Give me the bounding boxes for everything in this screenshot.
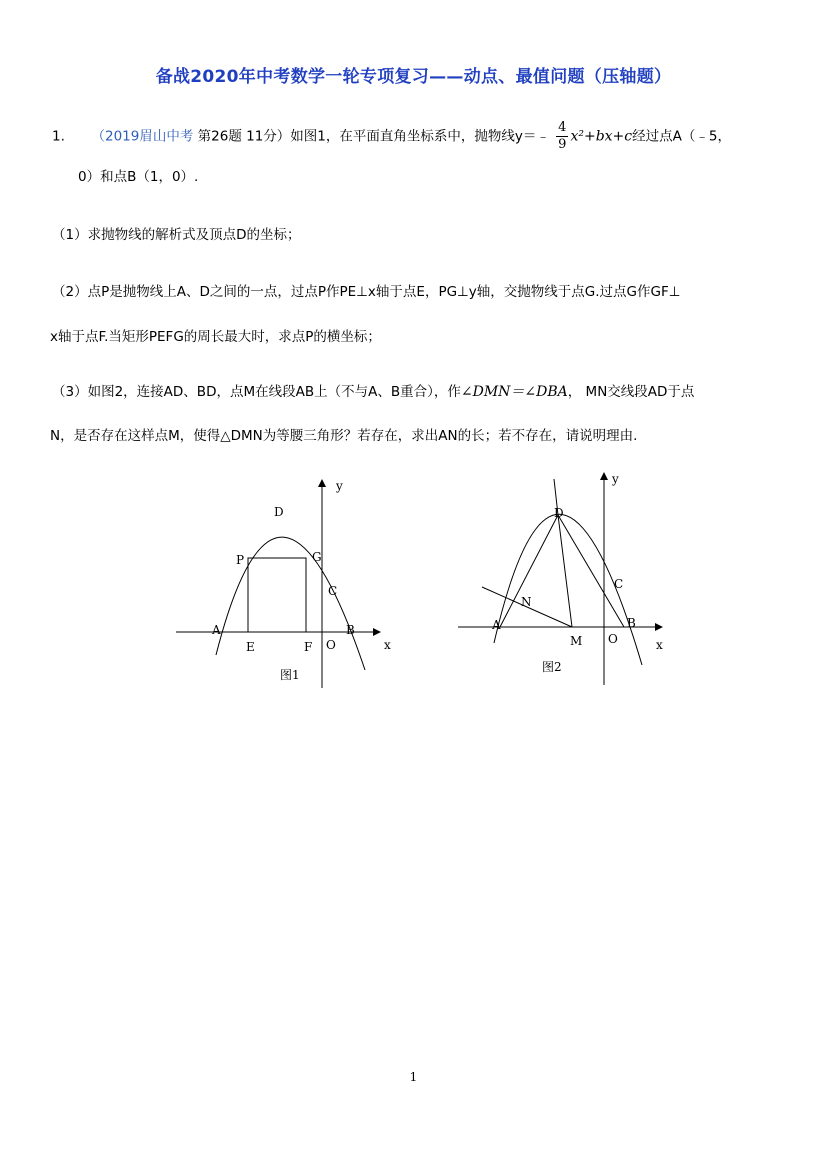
page-title: 备战2020年中考数学一轮专项复习——动点、最值问题（压轴题） xyxy=(155,67,672,87)
question-source: （2019眉山中考 xyxy=(91,128,194,145)
part-3-line-2: N，是否存在这样点M，使得△DMN为等腰三角形？若存在，求出AN的长；若不存在，请说明理由. xyxy=(50,428,638,444)
label-m: M xyxy=(570,634,583,648)
fraction xyxy=(556,120,568,153)
label-x: x xyxy=(656,638,663,652)
label-a: A xyxy=(492,618,501,632)
figure-1 xyxy=(170,470,400,695)
segment-ad xyxy=(500,515,558,627)
label-o: O xyxy=(326,638,336,652)
label-n: N xyxy=(521,595,532,609)
question-text-b: 经过点A（﹣5， xyxy=(632,128,731,145)
segment-dm xyxy=(558,515,572,627)
label-d: D xyxy=(554,506,564,520)
label-g: G xyxy=(312,550,322,564)
label-c: C xyxy=(614,577,624,591)
label-p: P xyxy=(236,553,245,567)
label-y: y xyxy=(612,472,619,486)
question-1-line-1 xyxy=(52,120,731,153)
question-number: 1. xyxy=(52,128,65,145)
part-3-line-1 xyxy=(52,380,694,401)
part-2-line-2: x轴于点F.当矩形PEFG的周长最大时，求点P的横坐标； xyxy=(50,329,381,345)
figure-2 xyxy=(452,465,677,690)
question-text-a: 第26题 11分）如图1，在平面直角坐标系中，抛物线y＝﹣ xyxy=(193,128,550,145)
figure-2-caption: 图2 xyxy=(542,660,562,674)
part-3-text-b: ， MN交线段AD于点 xyxy=(567,384,695,400)
label-a: A xyxy=(212,623,221,637)
label-c: C xyxy=(328,584,338,598)
page-number: 1 xyxy=(409,1070,418,1084)
label-d: D xyxy=(274,505,284,519)
rectangle-pefg xyxy=(248,558,306,632)
fraction-denominator: 9 xyxy=(558,137,567,152)
parabola-formula: x²+bx+c xyxy=(570,128,633,145)
segment-bd xyxy=(558,515,624,627)
label-b: B xyxy=(346,623,355,637)
part-2-line-1: （2）点P是抛物线上A、D之间的一点，过点P作PE⊥x轴于点E，PG⊥y轴，交抛物线于点G.过点G作GF⊥ xyxy=(52,284,681,300)
angle-expression: ∠DMN＝∠DBA xyxy=(460,384,568,400)
label-x: x xyxy=(384,638,391,652)
part-1: （1）求抛物线的解析式及顶点D的坐标； xyxy=(52,227,301,243)
label-f: F xyxy=(304,640,313,654)
question-1-line-2: 0）和点B（1，0）. xyxy=(78,169,199,185)
figure-1-caption: 图1 xyxy=(280,668,300,682)
label-y: y xyxy=(336,479,343,493)
fraction-numerator: 4 xyxy=(558,120,567,135)
part-3-text-a: （3）如图2，连接AD、BD，点M在线段AB上（不与A、B重合），作 xyxy=(52,384,461,400)
label-o: O xyxy=(608,632,618,646)
label-b: B xyxy=(627,616,636,630)
label-e: E xyxy=(246,640,255,654)
